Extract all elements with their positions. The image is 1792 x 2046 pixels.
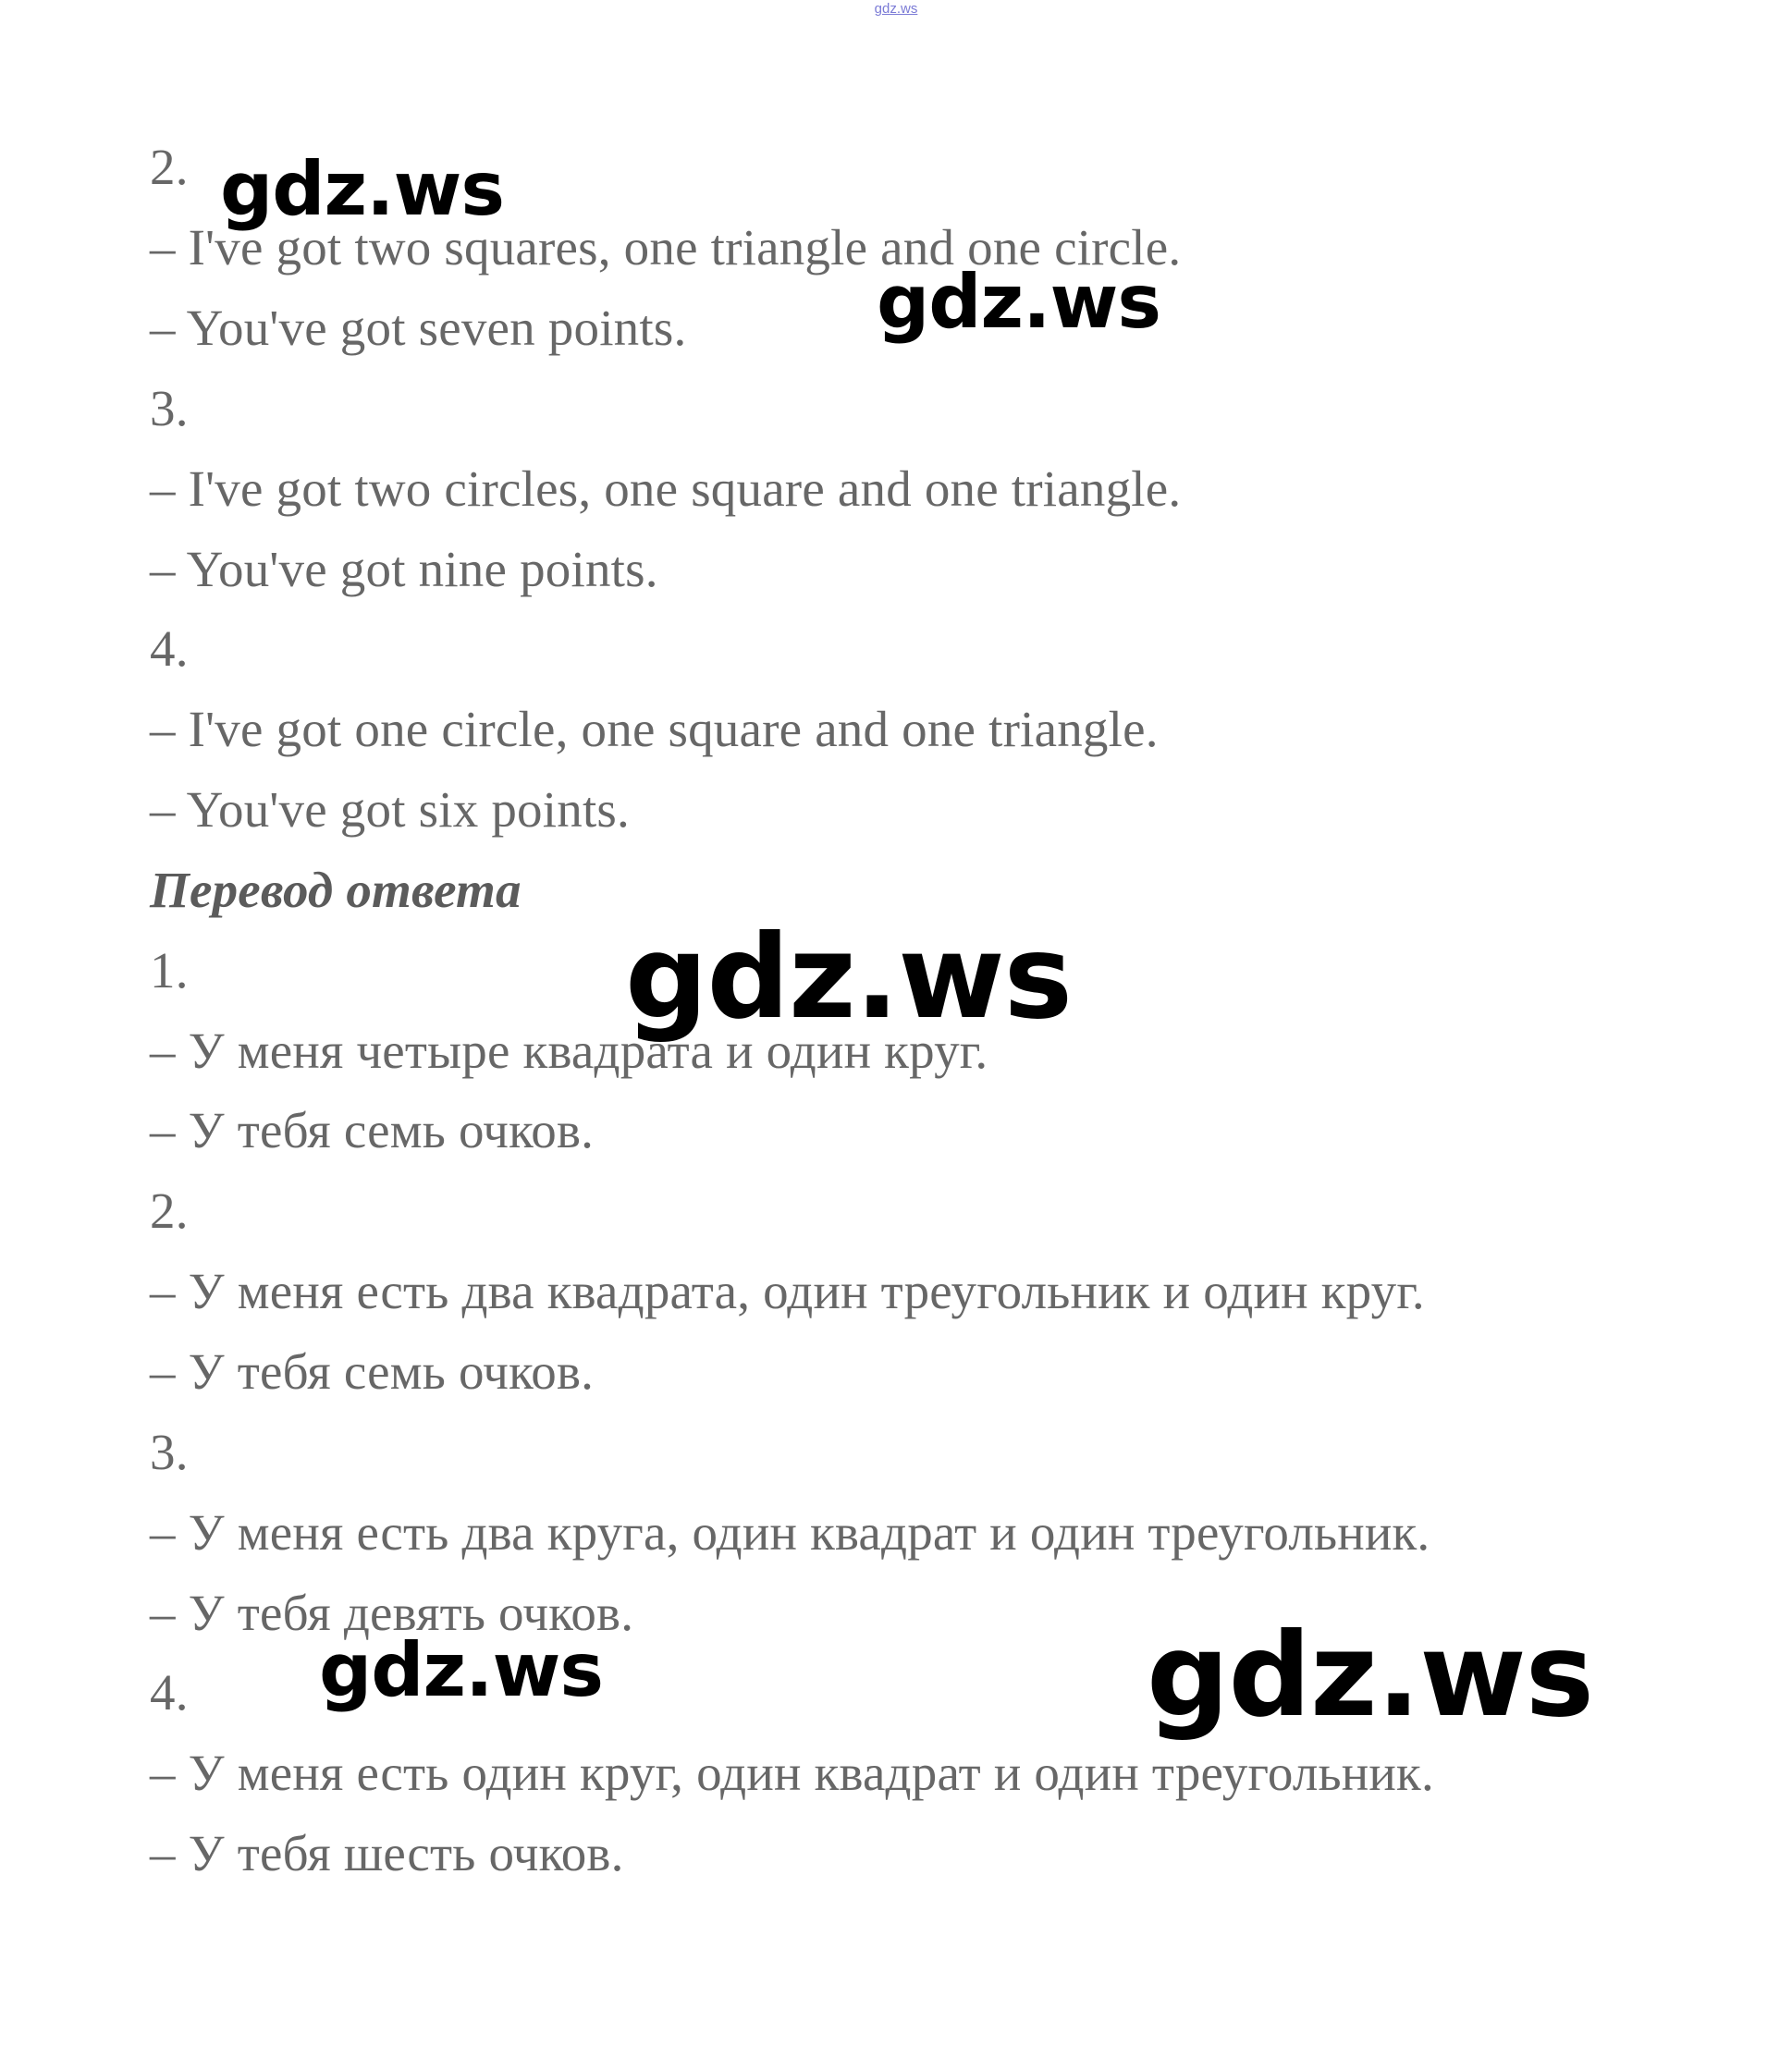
answer-line: – I've got two squares, one triangle and one circle. <box>150 219 1182 276</box>
watermark: gdz.ws <box>319 1627 604 1713</box>
item-number: 1. <box>150 942 189 998</box>
answer-line: – You've got six points. <box>150 781 630 838</box>
answer-line: – You've got nine points. <box>150 541 658 597</box>
item-number: 4. <box>150 1664 189 1721</box>
item-number: 4. <box>150 620 189 677</box>
translation-line: – У меня есть один круг, один квадрат и один треугольник. <box>150 1745 1434 1801</box>
watermark: gdz.ws <box>877 259 1161 345</box>
translation-line: – У меня четыре квадрата и один круг. <box>150 1023 988 1079</box>
translation-heading: Перевод ответа <box>150 862 522 918</box>
item-number: 2. <box>150 139 189 195</box>
translation-line: – У тебя девять очков. <box>150 1585 634 1641</box>
item-number: 3. <box>150 380 189 436</box>
translation-line: – У тебя семь очков. <box>150 1102 595 1158</box>
answer-line: – I've got two circles, one square and one triangle. <box>150 460 1182 517</box>
answer-line: – You've got seven points. <box>150 300 687 356</box>
translation-line: – У тебя шесть очков. <box>150 1825 624 1881</box>
watermark: gdz.ws <box>625 911 1073 1045</box>
watermark: gdz.ws <box>1147 1609 1594 1743</box>
answer-line: – I've got one circle, one square and one triangle. <box>150 701 1159 757</box>
site-link[interactable]: gdz.ws <box>874 1 918 17</box>
watermark: gdz.ws <box>220 146 505 232</box>
item-number: 3. <box>150 1424 189 1480</box>
translation-line: – У меня есть два квадрата, один треугольник и один круг. <box>150 1263 1425 1319</box>
item-number: 2. <box>150 1182 189 1239</box>
translation-line: – У тебя семь очков. <box>150 1343 595 1400</box>
translation-line: – У меня есть два круга, один квадрат и один треугольник. <box>150 1504 1430 1561</box>
